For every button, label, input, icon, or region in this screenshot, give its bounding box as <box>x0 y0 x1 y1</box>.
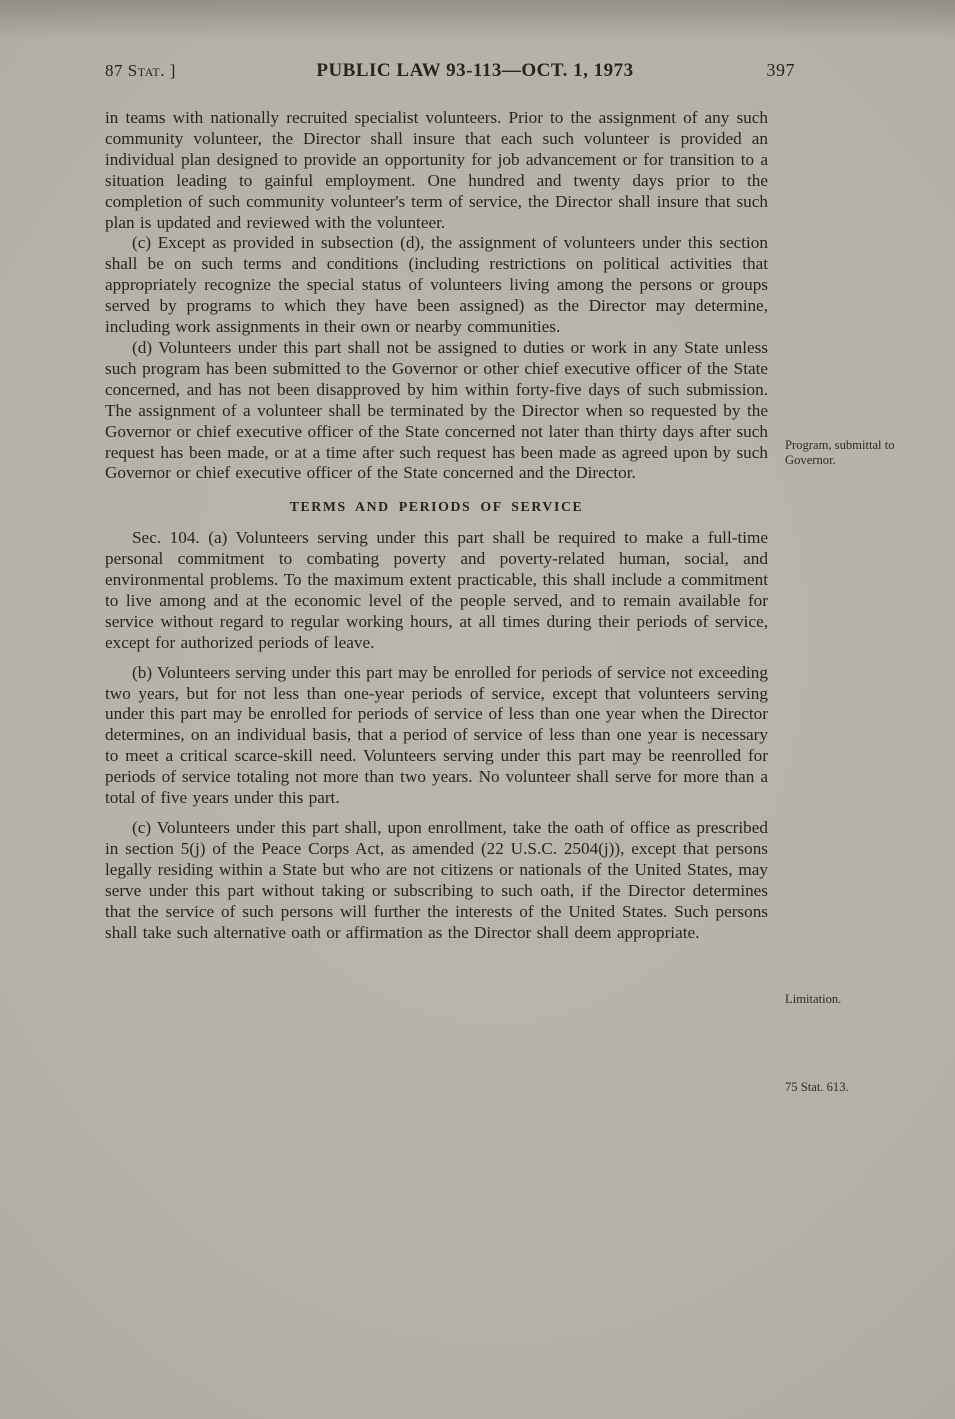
stat-citation: 87 Stat. ] <box>105 61 176 80</box>
paragraph-oath-c: (c) Volunteers under this part shall, upon enrollment, take the oath of office as prescribed in section 5(j) of the Peace Corps Act, as amended (22 U.S.C. 2504(j)), except that persons legally residing within a State but who are not citizens or nationals of the United States, may serve under this part without taking or subscribing to such oath, if the Director determines that the service of such persons will further the interests of the United States. Such persons shall take such alternative oath or affirmation as the Director shall deem appropriate. <box>105 818 768 942</box>
paragraph-c: (c) Except as provided in subsection (d), the assignment of volunteers under this section shall be on such terms and conditions (including restrictions on political activities that appropriately recognize the special status of volunteers living among the persons or groups served by programs to which they have been assigned) as the Director may determine, including work assignments in their own or nearby communities. <box>105 233 768 337</box>
margin-note-program-submittal: Program, submittal to Governor. <box>785 438 895 467</box>
margin-note-stat-citation: 75 Stat. 613. <box>785 1080 849 1094</box>
page-number: 397 <box>766 60 795 80</box>
running-head <box>105 60 795 82</box>
paragraph-continuation: in teams with nationally recruited specialist volunteers. Prior to the assignment of any such community volunteer, the Director shall insure that each such volunteer is provided an individual plan designed to provide an opportunity for job advancement or for transition to a situation leading to gainful employment. One hundred and twenty days prior to the completion of such community volunteer's term of service, the Director shall insure that such plan is updated and reviewed with the volunteer. <box>105 108 768 232</box>
body-text-column <box>105 108 768 943</box>
law-title: PUBLIC LAW 93-113—OCT. 1, 1973 <box>316 60 634 81</box>
paragraph-b: (b) Volunteers serving under this part may be enrolled for periods of service not exceeding two years, but for not less than one-year periods of service, except that volunteers serving under this part may be enrolled for periods of service of less than one year when the Director determines, on an individual basis, that a period of service of less than one year is necessary to meet a critical scarce-skill need. Volunteers serving under this part may be reenrolled for periods of service totaling not more than two years. No volunteer shall serve for more than a total of five years under this part. <box>105 662 768 808</box>
paragraph-d: (d) Volunteers under this part shall not be assigned to duties or work in any State unless such program has been submitted to the Governor or other chief executive officer of the State concerned, and has not been disapproved by him within forty-five days of such submission. The assignment of a volunteer shall be terminated by the Director when so requested by the Governor or chief executive officer of the State concerned not later than thirty days after such request has been made, or at a time after such request has been made as agreed upon by such Governor or chief executive officer of the State concerned and the Director. <box>105 337 768 483</box>
margin-note-limitation: Limitation. <box>785 992 842 1006</box>
section-heading: TERMS AND PERIODS OF SERVICE <box>289 499 584 515</box>
paragraph-sec-104-a: Sec. 104. (a) Volunteers serving under this part shall be required to make a full-time personal commitment to combating poverty and poverty-related human, social, and environmental problems. To the maximum extent practicable, this shall include a commitment to live among and at the economic level of the people served, and to remain available for service without regard to regular working hours, at all times during their periods of service, except for authorized periods of leave. <box>105 528 768 652</box>
